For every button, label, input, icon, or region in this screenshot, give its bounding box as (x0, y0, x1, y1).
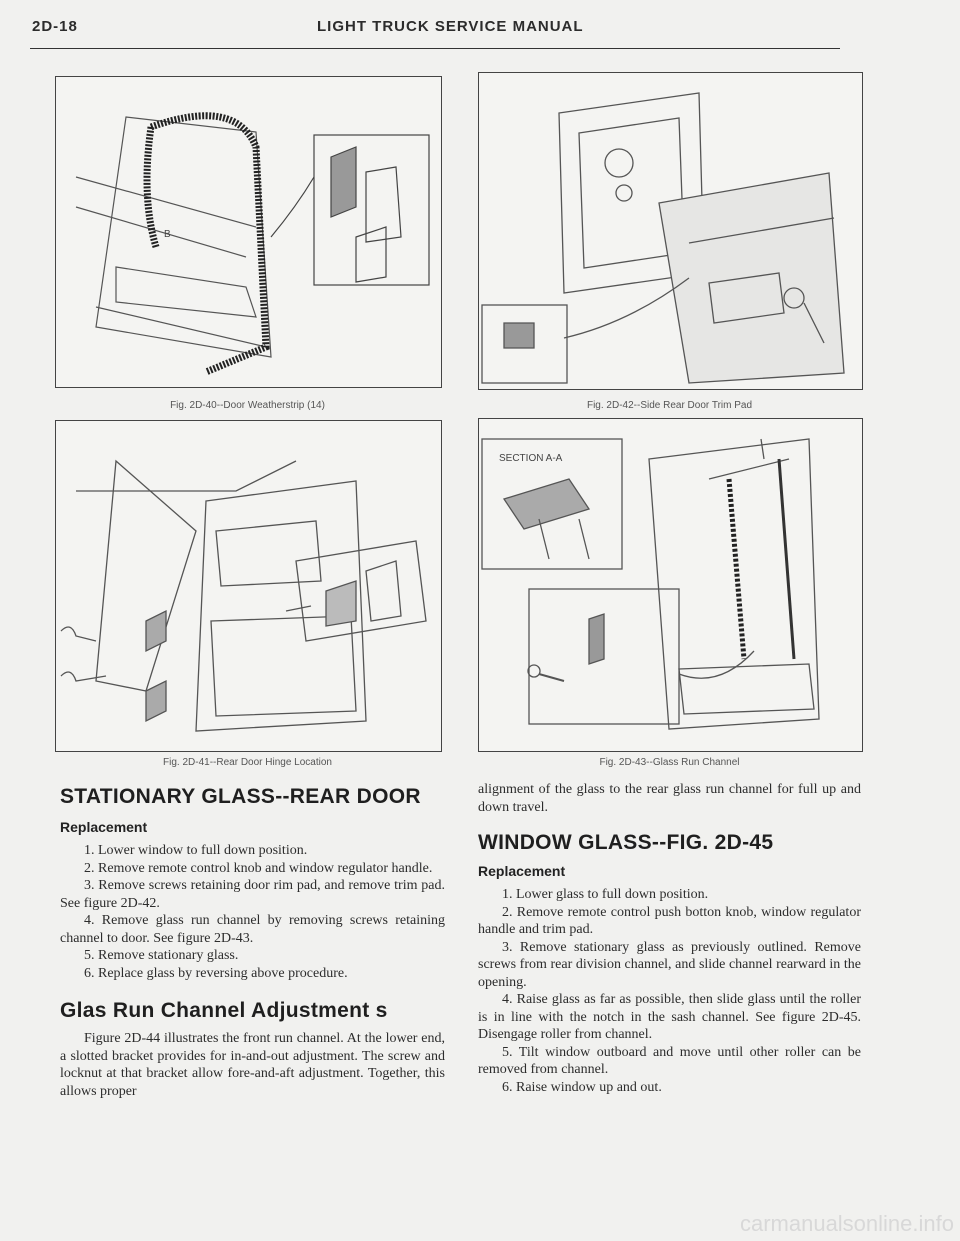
figure-trim-pad (478, 72, 863, 390)
page-number: 2D-18 (32, 18, 78, 35)
callout-b-label: B (164, 229, 171, 240)
figure-door-weatherstrip (55, 76, 442, 388)
subheading: Replacement (60, 819, 148, 835)
step-item: 1. Lower glass to full down position. (502, 887, 709, 902)
paragraph: Figure 2D-44 illustrates the front run channel. At the lower end, a slotted bracket provides for in-and-out adjustment. The screw and locknut at that bracket allow fore-and-aft adjustment. Together, this allows proper (60, 1031, 445, 1099)
step-item: 2. Remove remote control knob and window regulator handle. (84, 860, 433, 876)
step-item: 5. Tilt window outboard and move until other roller can be removed from channel. (478, 1044, 861, 1077)
trim-pad-illustration (479, 73, 862, 389)
subheading: Replacement (478, 863, 566, 879)
section-heading: Glas Run Channel Adjustment s (60, 999, 388, 1022)
step-item: 3. Remove stationary glass as previously outlined. Remove screws from rear division channel, and slide channel rearward in the opening. (478, 939, 861, 990)
section-label: SECTION A-A (499, 453, 563, 464)
figure-glass-run-channel (478, 418, 863, 752)
page-header (30, 18, 840, 49)
step-item: 2. Remove remote control push botton knob, window regulator handle and trim pad. (478, 904, 861, 937)
step-item: 6. Replace glass by reversing above procedure. (84, 965, 348, 981)
figure-caption: Fig. 2D-43--Glass Run Channel (599, 757, 740, 768)
figure-caption: Fig. 2D-42--Side Rear Door Trim Pad (586, 400, 753, 411)
right-column (478, 781, 861, 1096)
door-weatherstrip-illustration (56, 77, 441, 387)
step-item: 4. Remove glass run channel by removing screws retaining channel to door. See figure 2D-43. (60, 913, 445, 946)
section-heading: WINDOW GLASS--FIG. 2D-45 (478, 831, 774, 854)
section-heading: STATIONARY GLASS--REAR DOOR (60, 785, 421, 808)
figure-rear-door-hinge (55, 420, 442, 752)
step-item: 1. Lower window to full down position. (84, 843, 308, 858)
step-item: 5. Remove stationary glass. (84, 948, 239, 963)
manual-title: LIGHT TRUCK SERVICE MANUAL (317, 18, 584, 35)
paragraph: alignment of the glass to the rear glass run channel for full up and down travel. (478, 782, 861, 815)
rear-door-hinge-illustration (56, 421, 441, 751)
step-item: 3. Remove screws retaining door rim pad, and remove trim pad. See figure 2D-42. (60, 878, 445, 911)
step-item: 4. Raise glass as far as possible, then slide glass until the roller is in line with the notch in the sash channel. See figure 2D-45. Disengage roller from channel. (478, 992, 861, 1042)
step-item: 6. Raise window up and out. (502, 1079, 662, 1095)
figure-caption: Fig. 2D-41--Rear Door Hinge Location (163, 757, 332, 768)
left-column (60, 784, 445, 1100)
figure-caption: Fig. 2D-40--Door Weatherstrip (14) (170, 400, 325, 411)
watermark: carmanualsonline.info (739, 1211, 954, 1236)
glass-run-channel-illustration (479, 419, 862, 751)
